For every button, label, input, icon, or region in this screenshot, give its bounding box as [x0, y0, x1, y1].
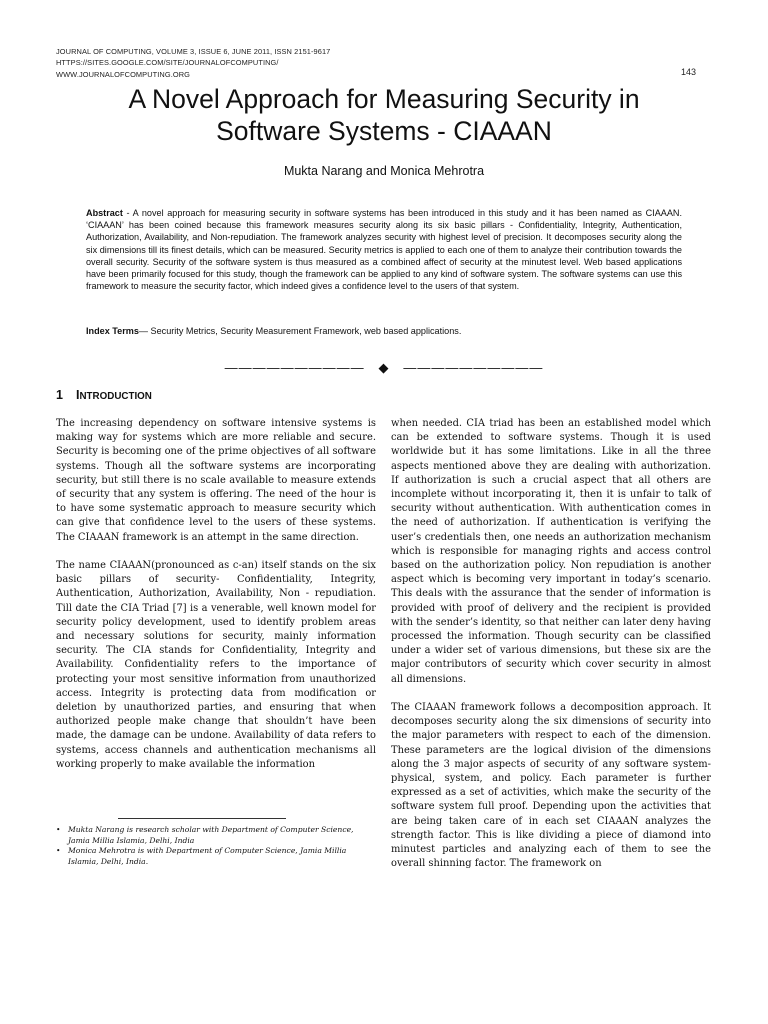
journal-header-line-1: JOURNAL OF COMPUTING, VOLUME 3, ISSUE 6, JUNE 2011, ISSN 2151-9617 [56, 47, 331, 56]
body-paragraph: The name CIAAAN(pronounced as c-an) itself stands on the six basic pillars of security- Confidentiality, Integrity, Authentication, Authorization, Availability, Non - repudiation. Till date the CIA Triad [7] is a venerable, well known model for security policy development, used to identify problem areas and necessary solutions for security, mainly information security. The CIA stands for Confidentiality, Integrity and Availability. Confidentiality refers to the importance of protecting your most sensitive information from unauthorized access. Integrity is protecting data from modification or deletion by unauthorized parties, and ensuring that when authorized people make change that shouldn’t have been made, the damage can be undone. Availability of data refers to systems, access channels and authentication mechanisms all working properly to make available the information [56, 560, 376, 770]
section-heading-introduction [56, 388, 152, 402]
body-paragraph: The increasing dependency on software intensive systems is making way for systems which are more reliable and secure. Security is becoming one of the prime objectives of all software systems. Though all the software systems are incorporating security, but still there is no scale available to measure extends of security that any system is offering. The need of the hour is to have some systematic approach to measure security which can give that confidence level to the users of these systems. The CIAAAN framework is an attempt in the same direction. [56, 418, 376, 543]
section-separator: —————————— ◆ —————————— [224, 360, 544, 375]
footnote-text: Monica Mehrotra is with Department of Computer Science, Jamia Millia Islamia, Delhi, India. [68, 846, 347, 866]
footnote-item [56, 825, 376, 846]
abstract-label: Abstract [86, 208, 123, 218]
body-paragraph: The CIAAAN framework follows a decomposition approach. It decomposes security along the six dimensions of security into the major parameters with respect to each of the dimension. These parameters are the logical division of the dimensions along the 3 major aspects of security of any software system- physical, system, and policy. Each parameter is further expressed as a set of activities, which make the security of the software system full proof. Depending upon the activities that are being taken care of in each set CIAAAN analyzes the strength factor. This is like dividing a piece of diamond into minutest particles and analyzing each of them to see the overall shinning factor. The framework on [391, 702, 711, 870]
page-number: 143 [680, 67, 696, 77]
section-title-initial: I [76, 388, 80, 402]
body-paragraph: when needed. CIA triad has been an established model which can be extended to software systems. Though it is used worldwide but it has some limitations. Like in all the three aspects mentioned above they are dealing with authorization. If authorization is such a crucial aspect that all others are incomplete without incorporating it, then it is unfair to talk of security without authentication. With authentication comes in the need of authorization. If authentication is verifying the user’s credentials then, one needs an authorization mechanism which is responsible for managing rights and access control based on the authorization policy. Non repudiation is another aspect which is becoming very important in today’s scenario. This deals with the assurance that the sender of information is provided with proof of delivery and the recipient is provided with the sender’s identity, so that neither can later deny having processed the information. Though security can be classified under a wider set of various dimensions, but these six are the major contributors of security which cover security in almost all dimensions. [391, 418, 711, 685]
section-title-rest: NTRODUCTION [79, 391, 152, 402]
paper-title-line-1: A Novel Approach for Measuring Security in [128, 84, 640, 114]
abstract [86, 207, 682, 292]
index-terms-label: Index Terms [86, 326, 139, 336]
journal-header-line-2: HTTPS://SITES.GOOGLE.COM/SITE/JOURNALOFCOMPUTING/ [56, 58, 279, 67]
bullet-icon: • [56, 825, 61, 834]
footnote-text: Mukta Narang is research scholar with Department of Computer Science, Jamia Millia Islamia, Delhi, India [68, 825, 354, 845]
paper-title [40, 83, 728, 147]
footnote-item [56, 846, 376, 867]
bullet-icon: • [56, 846, 61, 855]
body-column-left [56, 417, 376, 786]
journal-header-line-3: WWW.JOURNALOFCOMPUTING.ORG [56, 70, 190, 79]
body-column-right [391, 417, 711, 886]
paper-title-line-2: Software Systems - CIAAAN [216, 116, 552, 146]
paper-authors: Mukta Narang and Monica Mehrotra [283, 164, 485, 178]
section-number: 1 [56, 388, 63, 402]
footnotes [56, 825, 376, 867]
index-terms [86, 325, 686, 337]
footnote-divider [118, 818, 286, 819]
index-terms-text: — Security Metrics, Security Measurement Framework, web based applications. [138, 326, 462, 336]
abstract-text: - A novel approach for measuring security in software systems has been introduced in this study and it has been named as CIAAAN. ‘CIAAAN’ has been coined because this framework measures security along its six basic pillars - Confidentiality, Integrity, Authentication, Authorization, Availability, and Non-repudiation. The framework analyzes security with highest level of precision. It decomposes security along the six dimensions till its finest details, which can be measured. Security metrics is applied to each one of them to analyze their contribution towards the overall security. Security of the software system is thus measured as a combined affect of security at the minutest level. Web based applications have been primarily focused for this study, though the framework can be applied to any kind of software system. The software systems can use this framework to measure the security factor, which indeed gives a confidence level to the users of that system. [86, 208, 682, 292]
